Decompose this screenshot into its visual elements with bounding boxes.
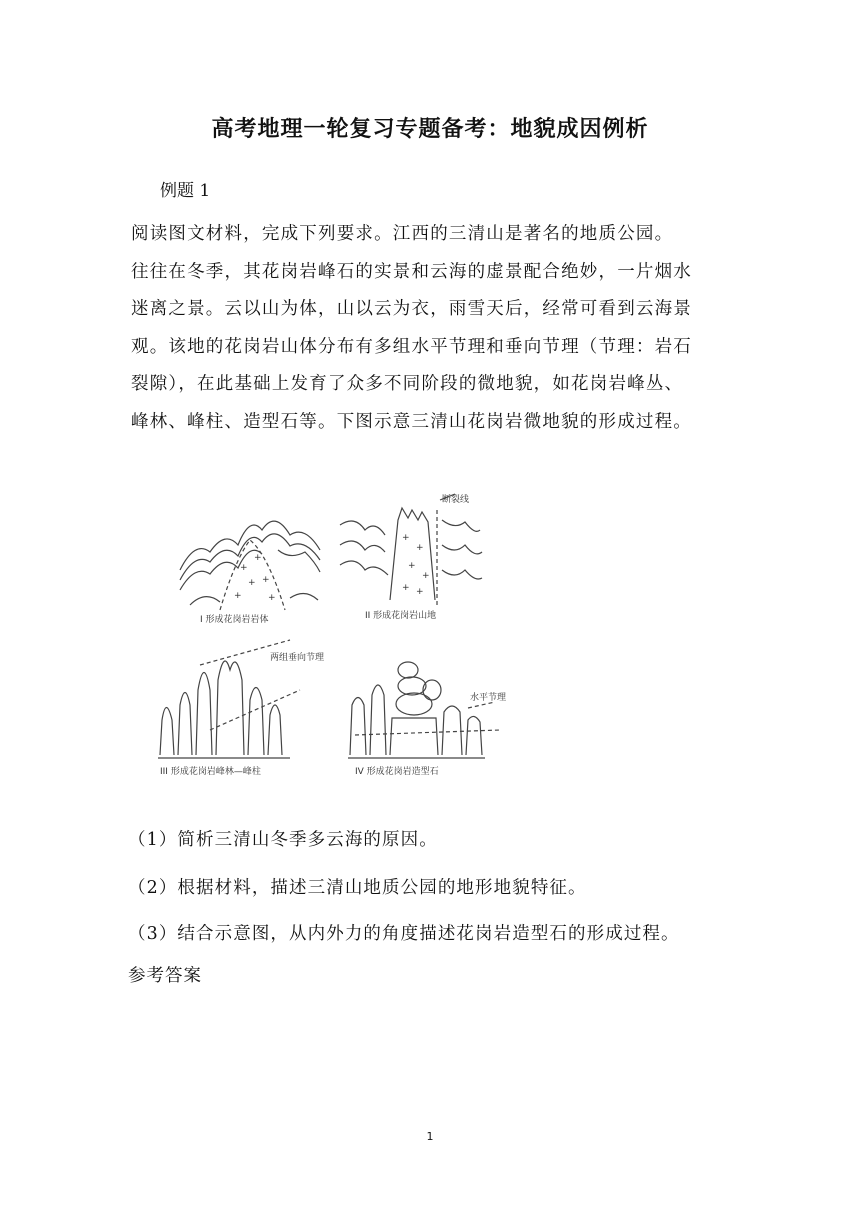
paragraph-line: 阅读图文材料，完成下列要求。江西的三清山是著名的地质公园。: [131, 224, 674, 244]
material-paragraph: [131, 216, 741, 441]
panel-4-caption: IV 形成花岗岩造型石: [355, 767, 439, 777]
svg-text:+: +: [254, 553, 262, 563]
page-title: 高考地理一轮复习专题备考：地貌成因例析: [211, 117, 649, 142]
figure-drawing: [150, 490, 530, 780]
question-3: （3）结合示意图，从内外力的角度描述花岗岩造型石的形成过程。: [128, 924, 680, 944]
question-1: （1）简析三清山冬季多云海的原因。: [128, 830, 438, 850]
panel-2-annotation: 断裂线: [442, 495, 470, 505]
example-label: 例题 1: [160, 181, 211, 201]
question-2: （2）根据材料，描述三清山地质公园的地形地貌特征。: [128, 878, 587, 898]
svg-text:+: +: [408, 561, 416, 571]
svg-text:+: +: [422, 571, 430, 581]
paragraph-line: 裂隙），在此基础上发育了众多不同阶段的微地貌，如花岗岩峰丛、: [131, 374, 684, 394]
paragraph-line: 峰林、峰柱、造型石等。下图示意三清山花岗岩微地貌的形成过程。: [131, 411, 692, 432]
panel-1-caption: I 形成花岗岩岩体: [200, 615, 269, 625]
svg-text:+: +: [248, 578, 256, 588]
svg-text:+: +: [402, 533, 410, 543]
paragraph-line: 迷离之景。云以山为体，山以云为衣，雨雪天后，经常可看到云海景: [131, 299, 692, 319]
landform-formation-figure: [150, 490, 530, 780]
panel-2-drawing: [340, 494, 482, 605]
svg-text:+: +: [402, 583, 410, 593]
panel-3-annotation: 两组垂向节理: [270, 653, 325, 663]
svg-text:+: +: [416, 587, 424, 597]
panel-3-caption: III 形成花岗岩峰林—峰柱: [160, 767, 261, 777]
panel-2-caption: II 形成花岗岩山地: [365, 611, 437, 621]
svg-text:+: +: [416, 543, 424, 553]
answer-label: 参考答案: [128, 966, 202, 986]
paragraph-line: 观。该地的花岗岩山体分布有多组水平节理和垂向节理（节理：岩石: [131, 336, 692, 357]
svg-text:+: +: [262, 575, 270, 585]
paragraph-line: 往往在冬季，其花岗岩峰石的实景和云海的虚景配合绝妙，一片烟水: [131, 261, 692, 282]
panel-1-drawing: [180, 521, 320, 610]
panel-4-drawing: [348, 662, 500, 758]
panel-4-annotation: 水平节理: [470, 693, 507, 703]
svg-text:+: +: [240, 563, 248, 573]
svg-text:+: +: [234, 591, 242, 601]
page-number: 1: [426, 1130, 434, 1143]
svg-text:+: +: [268, 593, 276, 603]
